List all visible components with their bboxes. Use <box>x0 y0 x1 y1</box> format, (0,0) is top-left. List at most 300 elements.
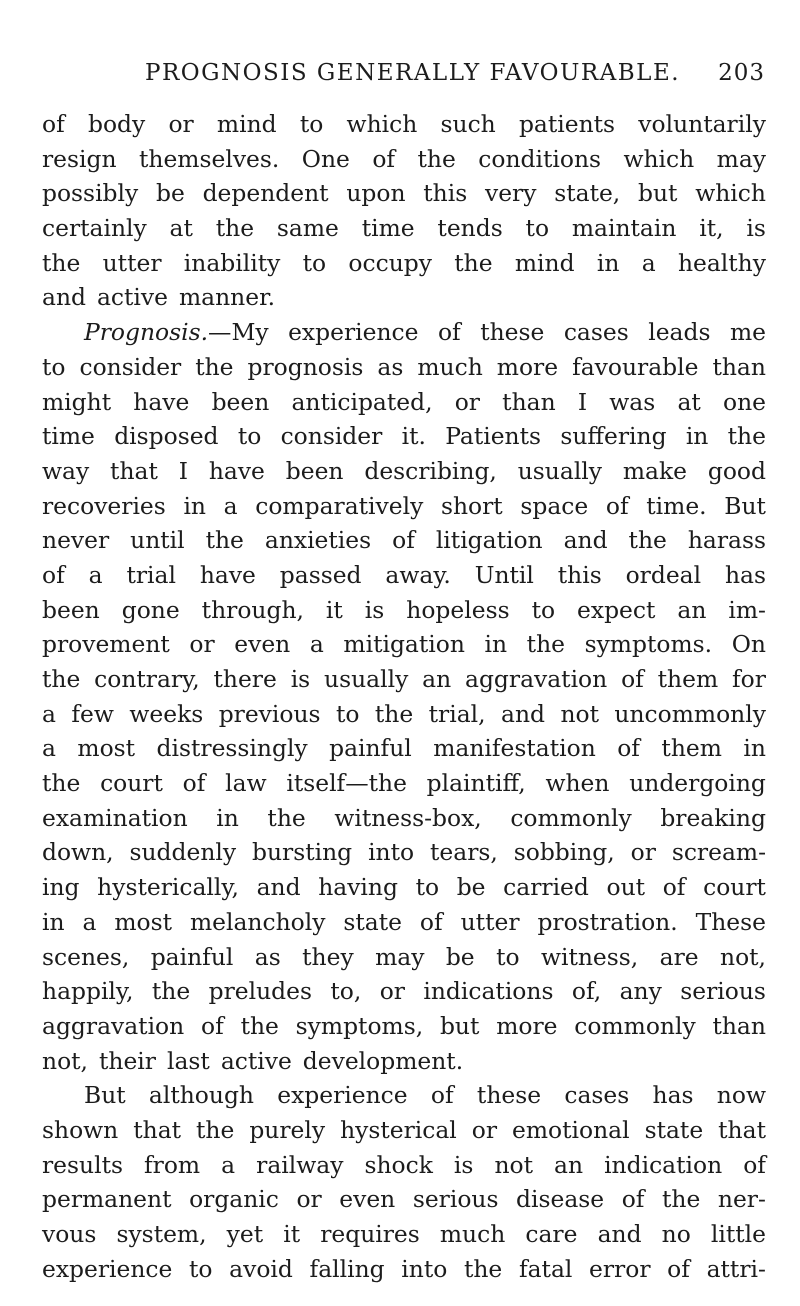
word: litigation <box>435 526 543 555</box>
text-line <box>42 974 766 1009</box>
word: bursting <box>252 838 353 867</box>
word: to <box>42 352 66 381</box>
word: aggravation <box>42 1011 185 1040</box>
word: utter <box>102 248 162 277</box>
word: much <box>439 1220 506 1248</box>
word: state <box>343 907 402 936</box>
word: good <box>707 456 766 485</box>
word: the <box>628 526 667 555</box>
word: certainly <box>42 214 147 243</box>
word: commonly <box>510 803 632 832</box>
text-line <box>42 1044 766 1079</box>
word: of <box>605 491 629 520</box>
running-head <box>145 60 765 96</box>
word: patients <box>518 110 616 138</box>
word: is <box>746 214 766 243</box>
word: as <box>377 352 404 381</box>
word: undergoing <box>629 769 766 798</box>
text-line <box>42 315 766 350</box>
word: gone <box>121 595 180 624</box>
word: or <box>296 1185 322 1214</box>
word: than <box>712 352 766 381</box>
word: has <box>652 1081 694 1110</box>
word: to, <box>330 977 362 1006</box>
word: to <box>496 942 520 971</box>
word: in <box>484 630 508 659</box>
word: from <box>144 1150 201 1179</box>
word: which <box>346 110 418 138</box>
word: serious <box>412 1185 499 1214</box>
word: disease <box>516 1185 605 1214</box>
word: ner- <box>717 1185 766 1214</box>
word: of <box>617 734 640 763</box>
section-heading-word: Prognosis. <box>84 318 209 347</box>
word: it <box>325 595 343 624</box>
word: law <box>225 769 267 798</box>
word: scream- <box>671 838 766 867</box>
word: not, <box>42 1046 88 1075</box>
word: in <box>596 248 620 277</box>
word: in <box>183 491 206 520</box>
word: these <box>476 1081 542 1110</box>
word: been <box>211 387 270 416</box>
word: now <box>716 1081 766 1110</box>
word: as <box>254 942 281 971</box>
word: active <box>220 1046 292 1075</box>
word: or <box>630 838 656 867</box>
word: symptoms. <box>584 630 713 659</box>
word: may <box>375 942 425 971</box>
word: manner. <box>178 283 276 312</box>
word: much <box>417 352 483 381</box>
word: experience <box>288 318 419 347</box>
word: and <box>597 1220 642 1248</box>
text-line <box>42 246 766 281</box>
word: the <box>42 665 81 693</box>
word: active <box>96 283 168 312</box>
word: happily, <box>42 977 134 1006</box>
word: care <box>525 1220 578 1248</box>
word: have <box>199 560 256 589</box>
word: be <box>155 179 185 208</box>
word: time <box>42 422 95 451</box>
word: avoid <box>229 1254 293 1283</box>
word: Until <box>474 560 534 589</box>
word: hysterical <box>340 1115 457 1144</box>
word: this <box>423 179 468 208</box>
word: until <box>130 526 185 555</box>
word: be <box>456 873 486 902</box>
word: state <box>644 1115 704 1144</box>
word: inability <box>183 248 281 277</box>
word: development. <box>302 1046 464 1075</box>
word: make <box>622 456 688 485</box>
word: to <box>531 595 556 624</box>
word: may <box>716 144 766 173</box>
word: has <box>724 560 766 589</box>
word: more <box>496 352 559 381</box>
word: trial, <box>428 699 486 728</box>
word: or <box>168 110 194 138</box>
word: or <box>189 630 215 659</box>
word: occupy <box>348 248 432 277</box>
word: disposed <box>114 422 219 451</box>
word: was <box>609 387 656 416</box>
word: examination <box>42 803 188 832</box>
word: state, <box>554 179 621 208</box>
word: and <box>42 283 86 312</box>
word: the <box>42 769 81 798</box>
word: few <box>71 699 114 728</box>
word: the <box>463 1254 503 1283</box>
word: of <box>621 1185 645 1214</box>
word: is <box>364 595 385 624</box>
word: symptoms, <box>295 1011 424 1040</box>
text-line <box>42 107 766 142</box>
word: upon <box>346 179 406 208</box>
word: little <box>710 1220 766 1248</box>
word: of <box>42 110 65 138</box>
word: the <box>240 1011 279 1040</box>
word: Patients <box>445 422 542 451</box>
word: previous <box>218 699 321 728</box>
word: mind <box>514 248 575 277</box>
word: body <box>87 110 146 138</box>
word: even <box>234 630 291 659</box>
word: possibly <box>42 179 139 208</box>
word: or <box>454 387 480 416</box>
word: anxieties <box>264 526 372 555</box>
word: ing <box>42 873 80 902</box>
word: serious <box>680 977 766 1006</box>
text-line <box>42 211 766 246</box>
text-line <box>42 454 766 489</box>
word: weeks <box>129 699 204 728</box>
text-line <box>42 1078 766 1113</box>
word: contrary, <box>94 665 200 693</box>
word: me <box>729 318 766 347</box>
word: an <box>422 665 452 693</box>
word: their <box>98 1046 156 1075</box>
word: same <box>276 214 339 243</box>
text-line <box>42 1182 766 1217</box>
text-line <box>42 419 766 454</box>
word: at <box>169 214 193 243</box>
word: leads <box>648 318 711 347</box>
word: to <box>299 110 324 138</box>
word: comparatively <box>255 491 424 520</box>
word: not <box>494 1150 533 1179</box>
word: might <box>42 387 112 416</box>
word: one <box>723 387 766 416</box>
word: healthy <box>677 248 766 277</box>
word: when <box>545 769 610 798</box>
text-line <box>42 489 766 524</box>
word: to <box>525 214 550 243</box>
word: of <box>621 665 644 693</box>
word: is <box>453 1150 474 1179</box>
word: preludes <box>208 977 312 1006</box>
word: and <box>563 526 608 555</box>
running-title: PROGNOSIS GENERALLY FAVOURABLE. <box>145 60 681 86</box>
word: carried <box>503 873 589 902</box>
word: of <box>182 769 206 798</box>
word: court <box>100 769 163 798</box>
word: the <box>196 1115 235 1144</box>
word: them <box>661 734 722 763</box>
word: anticipated, <box>291 387 433 416</box>
word: sobbing, <box>513 838 615 867</box>
word: been <box>42 595 100 624</box>
word: into <box>368 838 415 867</box>
word: in <box>743 734 766 763</box>
word: railway <box>256 1150 344 1179</box>
word: time. <box>646 491 707 520</box>
body-text <box>42 107 766 1286</box>
text-line <box>42 697 766 732</box>
word: yet <box>226 1220 264 1248</box>
word: space <box>520 491 589 520</box>
word: they <box>302 942 354 971</box>
word: usually <box>324 665 409 693</box>
word: utter <box>460 907 520 936</box>
word: but <box>439 1011 480 1040</box>
word: although <box>148 1081 254 1110</box>
word: a <box>82 907 97 936</box>
word: the <box>727 422 766 451</box>
word: harass <box>687 526 766 555</box>
word: most <box>114 907 173 936</box>
word: of <box>201 1011 224 1040</box>
word: even <box>339 1185 396 1214</box>
word: of <box>743 1150 766 1179</box>
word: passed <box>279 560 362 589</box>
text-line <box>42 662 766 697</box>
text-line <box>42 1113 766 1148</box>
word: painful <box>329 734 412 763</box>
word: that <box>110 456 158 485</box>
word: that <box>133 1115 182 1144</box>
word: these <box>480 318 545 347</box>
text-line <box>42 731 766 766</box>
word: experience <box>277 1081 408 1110</box>
word: of <box>667 1254 690 1283</box>
word: a <box>309 630 324 659</box>
word: manifestation <box>433 734 596 763</box>
word: fatal <box>518 1254 573 1283</box>
word: last <box>166 1046 210 1075</box>
word: which <box>623 144 695 173</box>
word: emotional <box>512 1115 630 1144</box>
word: provement <box>42 630 170 659</box>
word: requires <box>320 1220 420 1248</box>
word: results <box>42 1150 123 1179</box>
word: tears, <box>430 838 498 867</box>
word: hopeless <box>406 595 510 624</box>
word: in <box>216 803 239 832</box>
word: themselves. <box>139 144 280 173</box>
word: a <box>88 560 103 589</box>
word: suddenly <box>129 838 237 867</box>
word: through, <box>201 595 304 624</box>
word: prognosis <box>247 352 364 381</box>
word: One <box>301 144 350 173</box>
word: falling <box>309 1254 385 1283</box>
word: Prognosis.—My <box>84 315 269 350</box>
word: not, <box>720 942 766 971</box>
word: indication <box>604 1150 723 1179</box>
word: tends <box>437 214 503 243</box>
word: than <box>502 387 556 416</box>
word: out <box>606 873 646 902</box>
word: On <box>731 630 766 659</box>
word: commonly <box>574 1011 696 1040</box>
word: trial <box>126 560 176 589</box>
word: of, <box>571 977 602 1006</box>
word: very <box>485 179 537 208</box>
text-line <box>42 1148 766 1183</box>
text-line <box>42 558 766 593</box>
word: favourable <box>572 352 699 381</box>
word: of <box>662 873 686 902</box>
word: shock <box>364 1150 433 1179</box>
word: the <box>205 526 244 555</box>
word: is <box>290 665 311 693</box>
word: error <box>589 1254 651 1283</box>
word: a <box>641 248 656 277</box>
word: or <box>379 977 405 1006</box>
word: time <box>361 214 415 243</box>
word: never <box>42 526 110 555</box>
word: But <box>724 491 766 520</box>
word: this <box>557 560 602 589</box>
word: describing, <box>364 456 497 485</box>
word: attri- <box>706 1254 766 1283</box>
word: it. <box>401 422 426 451</box>
word: maintain <box>571 214 677 243</box>
word: an <box>677 595 707 624</box>
word: it, <box>699 214 724 243</box>
page-number: 203 <box>718 60 765 86</box>
word: in <box>685 422 709 451</box>
text-line <box>42 627 766 662</box>
word: which <box>695 179 766 208</box>
word: into <box>401 1254 448 1283</box>
word: the <box>662 1185 701 1214</box>
word: witness, <box>540 942 639 971</box>
word: mitigation <box>343 630 465 659</box>
text-line <box>42 1217 766 1252</box>
word: are <box>659 942 699 971</box>
word: to <box>415 873 440 902</box>
word: of <box>392 526 415 555</box>
word: be <box>445 942 475 971</box>
word: to <box>189 1254 213 1283</box>
word: aggravation <box>465 665 608 693</box>
word: These <box>695 907 766 936</box>
text-line <box>42 766 766 801</box>
text-line <box>42 593 766 628</box>
word: breaking <box>660 803 766 832</box>
word: them <box>657 665 719 693</box>
word: witness-box, <box>334 803 482 832</box>
text-line <box>42 835 766 870</box>
word: the <box>526 630 565 659</box>
word: and <box>501 699 545 728</box>
word: that <box>718 1115 766 1144</box>
word: prostration. <box>537 907 678 936</box>
word: in <box>42 907 65 936</box>
word: of <box>430 1081 454 1110</box>
word: been <box>285 456 344 485</box>
word: plaintiff, <box>426 769 526 798</box>
word: the <box>374 699 414 728</box>
word: at <box>677 387 701 416</box>
word: usually <box>517 456 602 485</box>
word: ordeal <box>625 560 702 589</box>
word: I <box>178 456 188 485</box>
word: organic <box>189 1185 279 1214</box>
word: it <box>283 1220 301 1248</box>
word: than <box>712 1011 766 1040</box>
word: dependent <box>202 179 329 208</box>
word: recoveries <box>42 491 166 520</box>
word: of <box>42 560 65 589</box>
word: to <box>335 699 360 728</box>
word: consider <box>280 422 383 451</box>
word: to <box>237 422 262 451</box>
word: a <box>221 1150 236 1179</box>
word: there <box>213 665 277 693</box>
text-line <box>42 801 766 836</box>
word: of <box>372 144 396 173</box>
word: for <box>732 665 766 693</box>
word: vous <box>42 1220 97 1248</box>
word: court <box>703 873 766 902</box>
word: uncommonly <box>614 699 766 728</box>
word: the <box>151 977 191 1006</box>
word: not <box>560 699 599 728</box>
word: system, <box>116 1220 207 1248</box>
word: the <box>267 803 306 832</box>
word: the <box>215 214 255 243</box>
text-line <box>42 523 766 558</box>
word: the <box>42 248 81 277</box>
word: more <box>496 1011 558 1040</box>
word: and <box>256 873 301 902</box>
word: the <box>195 352 234 381</box>
word: shown <box>42 1115 119 1144</box>
word: But <box>84 1081 126 1110</box>
word: melancholy <box>189 907 326 936</box>
word: a <box>42 734 56 763</box>
word: mind <box>216 110 277 138</box>
word: permanent <box>42 1185 172 1214</box>
word: have <box>208 456 265 485</box>
word: having <box>318 873 398 902</box>
word: experience <box>42 1254 173 1283</box>
word: consider <box>79 352 182 381</box>
word: hysterically, <box>97 873 239 902</box>
word: itself—the <box>286 769 407 798</box>
text-line <box>42 1252 766 1287</box>
word: conditions <box>478 144 602 173</box>
word: a <box>42 699 56 728</box>
word: cases <box>564 1081 630 1110</box>
word: voluntarily <box>638 110 766 138</box>
text-line <box>42 176 766 211</box>
word: the <box>454 248 493 277</box>
